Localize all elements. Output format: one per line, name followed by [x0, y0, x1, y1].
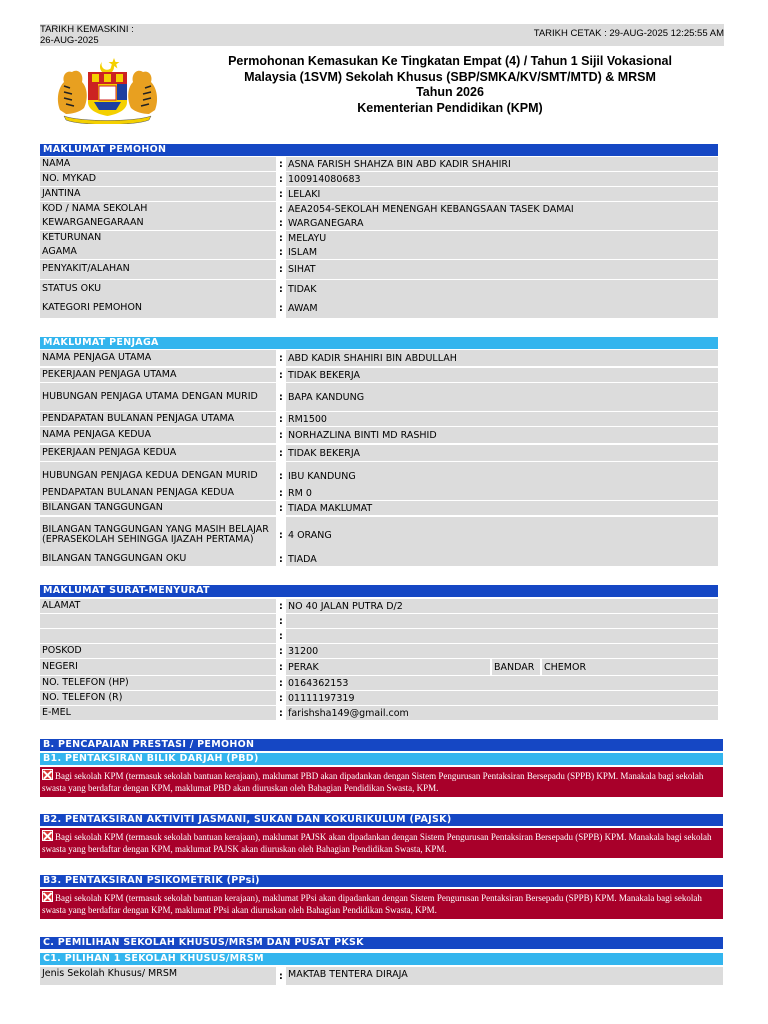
table-row: [40, 187, 718, 201]
row-label: PENYAKIT/ALAHAN: [40, 260, 276, 279]
table-row: [40, 172, 718, 186]
row-label: HUBUNGAN PENJAGA KEDUA DENGAN MURID: [40, 462, 276, 490]
row-label: NAMA PENJAGA KEDUA: [40, 427, 276, 443]
error-x-icon: [42, 769, 53, 780]
table-row: [40, 706, 718, 720]
row-value: TIDAK BEKERJA: [286, 368, 718, 382]
pbd-notice: [40, 767, 723, 797]
title-line-3: Tahun 2026: [416, 85, 484, 99]
table-row: [40, 216, 718, 230]
row-colon: :: [279, 615, 283, 627]
row-value: TIADA MAKLUMAT: [286, 501, 718, 515]
table-row: [40, 644, 718, 658]
row-value: ABD KADIR SHAHIRI BIN ABDULLAH: [286, 350, 718, 366]
telefon-r-label: NO. TELEFON (R): [40, 691, 276, 705]
table-row: [40, 691, 718, 705]
row-label: PENDAPATAN BULANAN PENJAGA KEDUA: [40, 486, 276, 500]
table-row: [40, 967, 723, 985]
row-colon: :: [279, 203, 283, 215]
row-value: 4 ORANG: [286, 517, 718, 553]
bandar-label: BANDAR: [492, 659, 540, 675]
table-row: [40, 368, 718, 382]
row-value: LELAKI: [286, 187, 718, 201]
table-row: [40, 245, 718, 259]
alamat-blank-label: [40, 629, 276, 643]
telefon-hp-value: 0164362153: [286, 676, 718, 690]
error-x-icon: [42, 891, 53, 902]
row-label: KETURUNAN: [40, 231, 276, 245]
table-row: [40, 445, 718, 461]
alamat-blank-label: [40, 614, 276, 628]
row-label: PENDAPATAN BULANAN PENJAGA UTAMA: [40, 412, 276, 426]
row-colon: :: [279, 630, 283, 642]
updated-label: TARIKH KEMASKINI :: [40, 24, 134, 35]
row-label: AGAMA: [40, 245, 276, 259]
bandar-value: CHEMOR: [542, 659, 718, 675]
jenis-sekolah-value: MAKTAB TENTERA DIRAJA: [286, 967, 723, 985]
poskod-value: 31200: [286, 644, 718, 658]
row-label: NAMA: [40, 157, 276, 171]
table-row: [40, 280, 718, 299]
ppsi-notice-text: Bagi sekolah KPM (termasuk sekolah bantuan kerajaan), maklumat PPsi akan dipadankan dengan Sistem Pengurusan Pentaksiran Bersepadu (SPPB) KPM. Manakala bagi sekolah swasta yang berdaftar dengan KPM, maklumat PPsi akan diuruskan oleh Bahagian Pendidikan Swasta, KPM.: [42, 893, 702, 915]
section-pencapaian-header: B. PENCAPAIAN PRESTASI / PEMOHON: [40, 739, 723, 751]
row-colon: :: [279, 487, 283, 499]
row-label: BILANGAN TANGGUNGAN YANG MASIH BELAJAR (EPRASEKOLAH SEHINGGA IJAZAH PERTAMA): [40, 517, 276, 553]
section-pbd-header: B1. PENTAKSIRAN BILIK DARJAH (PBD): [40, 753, 723, 765]
print-date: TARIKH CETAK : 29-AUG-2025 12:25:55 AM: [533, 28, 724, 39]
row-colon: :: [279, 391, 283, 403]
top-bar: [40, 24, 724, 46]
row-colon: :: [279, 429, 283, 441]
title-line-1: Permohonan Kemasukan Ke Tingkatan Empat (4) / Tahun 1 Sijil Vokasional: [228, 54, 672, 68]
row-value: TIDAK: [286, 280, 718, 299]
table-row: [40, 260, 718, 279]
row-colon: :: [279, 553, 283, 565]
table-row: [40, 202, 718, 216]
alamat-line-1: NO 40 JALAN PUTRA D/2: [286, 599, 718, 613]
negeri-value: PERAK: [286, 659, 490, 675]
table-row: [40, 552, 718, 566]
telefon-hp-label: NO. TELEFON (HP): [40, 676, 276, 690]
table-row: [40, 599, 718, 613]
row-value: 100914080683: [286, 172, 718, 186]
table-row: [40, 676, 718, 690]
row-value: WARGANEGARA: [286, 216, 718, 230]
section-c1-header: C1. PILIHAN 1 SEKOLAH KHUSUS/MRSM: [40, 953, 723, 965]
row-colon: :: [279, 529, 283, 541]
row-label: HUBUNGAN PENJAGA UTAMA DENGAN MURID: [40, 383, 276, 411]
row-colon: :: [279, 303, 283, 314]
alamat-label: ALAMAT: [40, 599, 276, 613]
row-value: RM 0: [286, 486, 718, 500]
row-label: PEKERJAAN PENJAGA KEDUA: [40, 445, 276, 461]
table-row: [40, 231, 718, 245]
row-colon: :: [279, 677, 283, 689]
row-colon: :: [279, 173, 283, 185]
table-row: [40, 350, 718, 366]
negeri-label: NEGERI: [40, 659, 276, 675]
row-colon: :: [279, 217, 283, 229]
row-colon: :: [279, 158, 283, 170]
alamat-line-3: [286, 629, 718, 643]
row-colon: :: [279, 188, 283, 200]
pbd-notice-text: Bagi sekolah KPM (termasuk sekolah bantuan kerajaan), maklumat PBD akan dipadankan dengan Sistem Pengurusan Pentaksiran Bersepadu (SPPB) KPM. Manakala bagi sekolah swasta yang berdaftar dengan KPM, maklumat PBD akan diuruskan oleh Bahagian Pendidikan Swasta, KPM.: [42, 771, 704, 793]
email-value: farishsha149@gmail.com: [286, 706, 718, 720]
row-label: PEKERJAAN PENJAGA UTAMA: [40, 368, 276, 382]
poskod-label: POSKOD: [40, 644, 276, 658]
row-value: RM1500: [286, 412, 718, 426]
row-label: NO. MYKAD: [40, 172, 276, 186]
row-value: ISLAM: [286, 245, 718, 259]
row-colon: :: [279, 369, 283, 381]
row-value: MELAYU: [286, 231, 718, 245]
row-colon: :: [279, 707, 283, 719]
row-value: ASNA FARISH SHAHZA BIN ABD KADIR SHAHIRI: [286, 157, 718, 171]
document-title: [180, 54, 720, 116]
pajsk-notice-text: Bagi sekolah KPM (termasuk sekolah bantuan kerajaan), maklumat PAJSK akan dipadankan dengan Sistem Pengurusan Pentaksiran Bersepadu (SPPB) KPM. Manakala bagi sekolah swasta yang berdaftar dengan KPM, maklumat PAJSK akan diuruskan oleh Bahagian Pendidikan Swasta, KPM.: [42, 832, 712, 854]
row-colon: :: [279, 284, 283, 295]
row-colon: :: [279, 470, 283, 482]
table-row: [40, 157, 718, 171]
row-value: NORHAZLINA BINTI MD RASHID: [286, 427, 718, 443]
table-row: [40, 299, 718, 318]
pajsk-notice: [40, 828, 723, 858]
table-row: [40, 427, 718, 443]
row-colon: :: [279, 352, 283, 364]
section-pemilihan-header: C. PEMILIHAN SEKOLAH KHUSUS/MRSM DAN PUSAT PKSK: [40, 937, 723, 949]
row-value: AWAM: [286, 299, 718, 318]
table-row: [40, 383, 718, 411]
row-value: IBU KANDUNG: [286, 462, 718, 490]
row-colon: :: [279, 502, 283, 514]
title-line-4: Kementerian Pendidikan (KPM): [357, 100, 543, 115]
table-row: [40, 501, 718, 515]
table-row: [40, 659, 718, 675]
table-row: [40, 629, 718, 643]
table-row: [40, 614, 718, 628]
table-row: [40, 517, 718, 553]
section-ppsi-header: B3. PENTAKSIRAN PSIKOMETRIK (PPsi): [40, 875, 723, 887]
row-value: TIADA: [286, 552, 718, 566]
row-value: SIHAT: [286, 260, 718, 279]
row-label: NAMA PENJAGA UTAMA: [40, 350, 276, 366]
row-colon: :: [279, 413, 283, 425]
telefon-r-value: 01111197319: [286, 691, 718, 705]
section-pajsk-header: B2. PENTAKSIRAN AKTIVITI JASMANI, SUKAN DAN KOKURIKULUM (PAJSK): [40, 814, 723, 826]
error-x-icon: [42, 830, 53, 841]
row-label: STATUS OKU: [40, 280, 276, 299]
row-label: BILANGAN TANGGUNGAN: [40, 501, 276, 515]
row-value: AEA2054-SEKOLAH MENENGAH KEBANGSAAN TASEK DAMAI: [286, 202, 718, 216]
row-colon: :: [279, 232, 283, 244]
updated-info: [40, 24, 134, 46]
email-label: E-MEL: [40, 706, 276, 720]
row-colon: :: [279, 645, 283, 657]
row-colon: :: [279, 661, 283, 673]
coat-of-arms-logo: [50, 52, 165, 124]
table-row: [40, 412, 718, 426]
row-value: TIDAK BEKERJA: [286, 445, 718, 461]
row-label: KEWARGANEGARAAN: [40, 216, 276, 230]
section-surat-header: MAKLUMAT SURAT-MENYURAT: [40, 585, 718, 597]
updated-date: 26-AUG-2025: [40, 35, 99, 46]
title-line-2: Malaysia (1SVM) Sekolah Khusus (SBP/SMKA/KV/SMT/MTD) & MRSM: [244, 69, 656, 84]
table-row: [40, 486, 718, 500]
row-colon: :: [279, 447, 283, 459]
alamat-line-2: [286, 614, 718, 628]
row-label: KOD / NAMA SEKOLAH: [40, 202, 276, 216]
ppsi-notice: [40, 889, 723, 919]
row-colon: :: [279, 600, 283, 612]
row-label: KATEGORI PEMOHON: [40, 299, 276, 318]
section-penjaga-header: MAKLUMAT PENJAGA: [40, 337, 718, 349]
jenis-sekolah-label: Jenis Sekolah Khusus/ MRSM: [40, 967, 276, 985]
row-colon: :: [279, 970, 283, 982]
row-value: BAPA KANDUNG: [286, 383, 718, 411]
row-colon: :: [279, 264, 283, 275]
section-pemohon-header: MAKLUMAT PEMOHON: [40, 144, 718, 156]
row-colon: :: [279, 692, 283, 704]
row-colon: :: [279, 246, 283, 258]
row-label: BILANGAN TANGGUNGAN OKU: [40, 552, 276, 566]
row-label: JANTINA: [40, 187, 276, 201]
